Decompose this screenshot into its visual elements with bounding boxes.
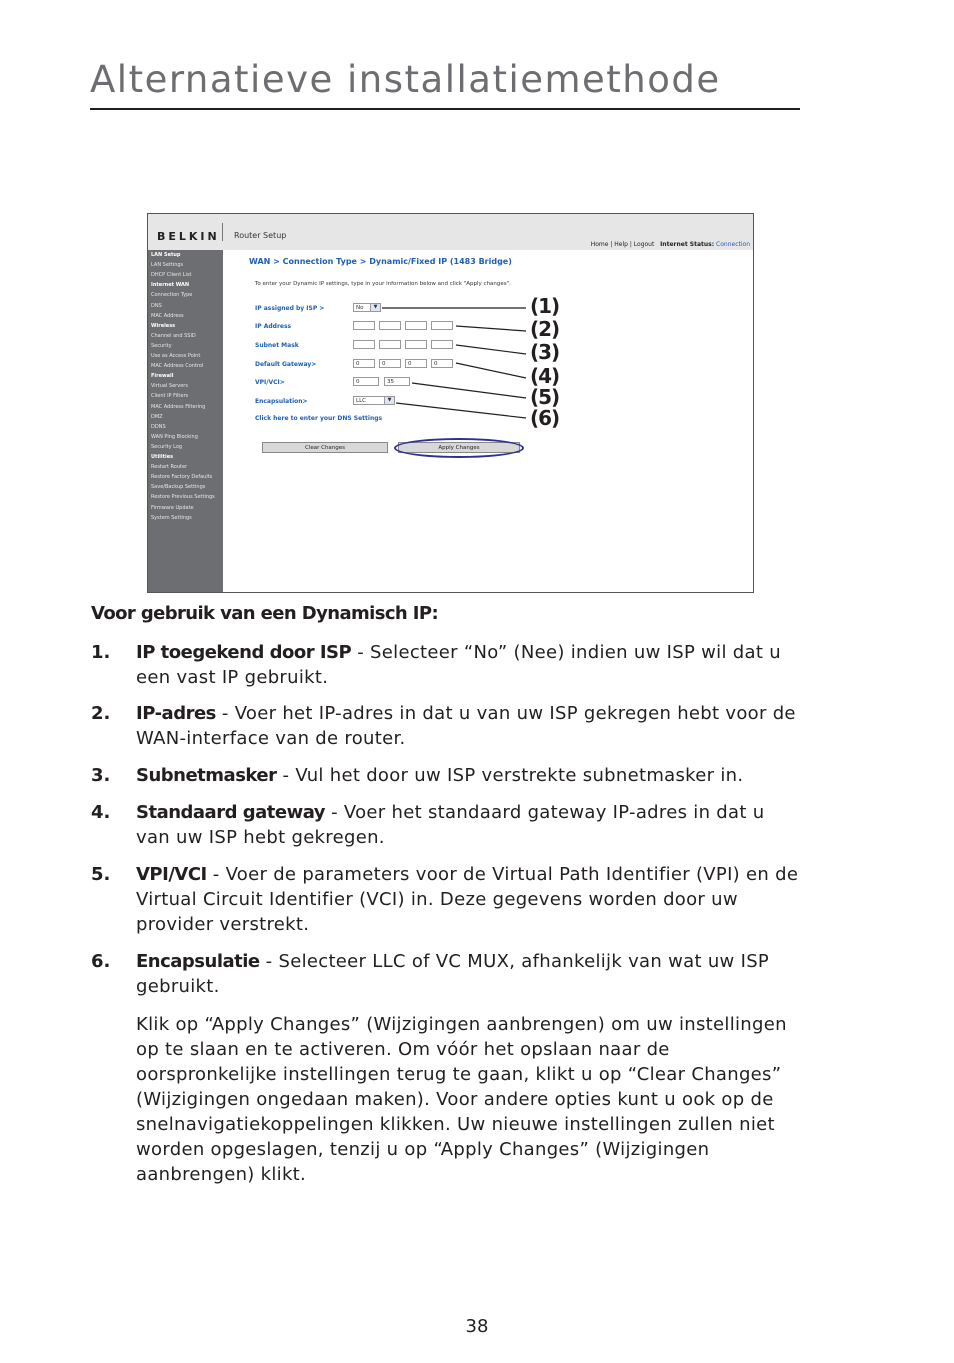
sidebar-item[interactable]: Client IP Filters <box>151 393 189 400</box>
sidebar-item[interactable]: DHCP Client List <box>151 272 192 279</box>
brand-logo: BELKIN <box>157 230 220 243</box>
status-label: Internet Status: <box>660 241 715 248</box>
list-item-number: 1. <box>91 642 111 663</box>
chevron-down-icon: ▼ <box>384 397 394 404</box>
sidebar-item[interactable]: Use as Access Point <box>151 353 201 359</box>
list-item-body <box>136 640 801 690</box>
app-title: Router Setup <box>234 231 287 240</box>
list-item-term: Encapsulatie <box>136 951 260 972</box>
list-item-term: Standaard gateway <box>136 802 326 823</box>
subnet-octet-4[interactable] <box>431 340 453 349</box>
clear-changes-button[interactable]: Clear Changes <box>262 442 388 453</box>
list-item-term: Subnetmasker <box>136 765 277 786</box>
encapsulation-select[interactable] <box>353 396 395 405</box>
list-item-number: 2. <box>91 703 111 724</box>
callout-label-2: (2) <box>530 317 560 341</box>
list-item <box>91 800 801 850</box>
list-item-body <box>136 800 801 850</box>
list-item <box>91 862 801 937</box>
callout-label-4: (4) <box>530 364 560 388</box>
vpi-input[interactable]: 0 <box>353 377 379 386</box>
top-nav-links[interactable]: Home | Help | Logout <box>590 241 655 248</box>
apply-changes-button[interactable]: Apply Changes <box>398 442 520 453</box>
list-item-number: 5. <box>91 864 111 885</box>
sidebar-item[interactable]: Virtual Servers <box>151 383 188 390</box>
apply-highlight-ring <box>394 438 524 458</box>
gateway-octet-4[interactable]: 0 <box>431 359 453 368</box>
sidebar-item: Utilities <box>151 454 174 460</box>
encapsulation-label: Encapsulation> <box>255 398 308 405</box>
sidebar-item[interactable]: System Settings <box>151 514 192 521</box>
chevron-down-icon: ▼ <box>370 304 380 311</box>
gateway-octet-1[interactable]: 0 <box>353 359 375 368</box>
callout-label-1: (1) <box>530 294 560 318</box>
ip-assigned-select[interactable] <box>353 303 381 312</box>
sidebar-item: Internet WAN <box>151 282 190 289</box>
subnet-octet-1[interactable] <box>353 340 375 349</box>
breadcrumb: WAN > Connection Type > Dynamic/Fixed IP (1483 Bridge) <box>249 257 512 266</box>
callout-label-6: (6) <box>530 406 560 430</box>
subnet-octet-3[interactable] <box>405 340 427 349</box>
list-item <box>91 640 801 690</box>
ip-assigned-value: No <box>356 305 364 311</box>
subnet-octet-2[interactable] <box>379 340 401 349</box>
status-value: Connection <box>716 241 750 248</box>
gateway-label: Default Gateway> <box>255 361 317 368</box>
header-divider <box>222 223 223 241</box>
list-item-number: 4. <box>91 802 111 823</box>
top-nav[interactable] <box>591 241 750 248</box>
sidebar-item[interactable]: Firmware Update <box>151 504 194 511</box>
gateway-octet-3[interactable]: 0 <box>405 359 427 368</box>
intro-text: To enter your Dynamic IP settings, type in your information below and click "Apply changes". <box>255 281 511 287</box>
callout-label-5: (5) <box>530 385 560 409</box>
callout-label-3: (3) <box>530 340 560 364</box>
vci-input[interactable]: 35 <box>384 377 410 386</box>
page-title: Alternatieve installatiemethode <box>90 58 721 101</box>
closing-paragraph: Klik op “Apply Changes” (Wijzigingen aanbrengen) om uw instellingen op te slaan en te activeren. Om vóór het opslaan naar de oorspronkelijke instellingen terug te gaan, klikt u op “Clear Changes” (Wijzigingen ongedaan maken). Voor andere opties kunt u ook op de snelnavigatiekoppelingen klikken. Uw nieuwe instellingen zullen niet worden opgeslagen, tenzij u op “Apply Changes” (Wijzigingen aanbrengen) klikt. <box>136 1014 787 1185</box>
list-item-number: 3. <box>91 765 111 786</box>
ip-address-octet-4[interactable] <box>431 321 453 330</box>
list-item-description: - Selecteer “No” (Nee) indien uw ISP wil dat u een vast IP gebruikt. <box>136 642 781 688</box>
vpivci-label: VPI/VCI> <box>255 379 285 386</box>
sidebar-item[interactable]: DDNS <box>151 423 166 430</box>
sidebar-item: LAN Setup <box>151 252 181 258</box>
list-item-body <box>136 763 801 788</box>
ip-address-label: IP Address <box>255 323 292 330</box>
list-item-description: - Vul het door uw ISP verstrekte subnetmasker in. <box>276 765 744 786</box>
ip-address-octet-2[interactable] <box>379 321 401 330</box>
ip-address-octet-1[interactable] <box>353 321 375 330</box>
title-divider <box>90 108 800 110</box>
list-item-body <box>136 862 801 937</box>
subnet-mask-label: Subnet Mask <box>255 342 299 349</box>
list-item-term: VPI/VCI <box>136 864 207 885</box>
sidebar-item[interactable]: Save/Backup Settings <box>151 484 206 491</box>
sidebar-item[interactable]: Restore Previous Settings <box>151 494 215 501</box>
sidebar-item[interactable]: DMZ <box>151 413 163 420</box>
list-item-term: IP-adres <box>136 703 216 724</box>
list-item-description: - Voer de parameters voor de Virtual Path Identifier (VPI) en de Virtual Circuit Identifier (VCI) in. Deze gegevens worden door uw provider verstrekt. <box>136 864 799 935</box>
sidebar-item[interactable]: Connection Type <box>151 292 193 299</box>
sidebar-item[interactable]: Restore Factory Defaults <box>151 474 213 481</box>
sidebar-item[interactable]: MAC Address <box>151 312 184 319</box>
sidebar-item: Wireless <box>151 322 176 329</box>
list-item <box>91 763 801 788</box>
ip-address-octet-3[interactable] <box>405 321 427 330</box>
list-item-number: 6. <box>91 951 111 972</box>
sidebar <box>148 250 223 592</box>
dns-settings-link[interactable]: Click here to enter your DNS Settings <box>255 415 383 422</box>
sidebar-item[interactable]: MAC Address Filtering <box>151 403 206 410</box>
sidebar-item[interactable]: Channel and SSID <box>151 332 196 339</box>
list-item-body <box>136 949 801 999</box>
list-item-term: IP toegekend door ISP <box>136 642 352 663</box>
page-number: 38 <box>465 1316 489 1337</box>
encapsulation-value: LLC <box>356 398 366 404</box>
list-item <box>91 949 801 999</box>
list-item <box>91 701 801 751</box>
sidebar-item[interactable]: WAN Ping Blocking <box>151 433 198 440</box>
section-heading: Voor gebruik van een Dynamisch IP: <box>91 603 439 624</box>
ip-assigned-label: IP assigned by ISP > <box>255 305 325 312</box>
list-item-description: - Selecteer LLC of VC MUX, afhankelijk van wat uw ISP gebruikt. <box>136 951 770 997</box>
list-item-description: - Voer het standaard gateway IP-adres in dat u van uw ISP hebt gekregen. <box>136 802 765 848</box>
sidebar-item[interactable]: Security <box>151 342 172 349</box>
list-item-description: - Voer het IP-adres in dat u van uw ISP gekregen hebt voor de WAN-interface van de router. <box>136 703 796 749</box>
router-screenshot <box>147 213 754 593</box>
router-header <box>148 214 753 250</box>
sidebar-item[interactable]: Restart Router <box>151 464 188 471</box>
list-item-body <box>136 701 801 751</box>
sidebar-item[interactable]: Security Log <box>151 443 183 450</box>
sidebar-item: Firewall <box>151 373 174 380</box>
gateway-octet-2[interactable]: 0 <box>379 359 401 368</box>
sidebar-item[interactable]: LAN Settings <box>151 262 184 269</box>
sidebar-item[interactable]: MAC Address Control <box>151 363 204 370</box>
sidebar-item[interactable]: DNS <box>151 302 162 309</box>
